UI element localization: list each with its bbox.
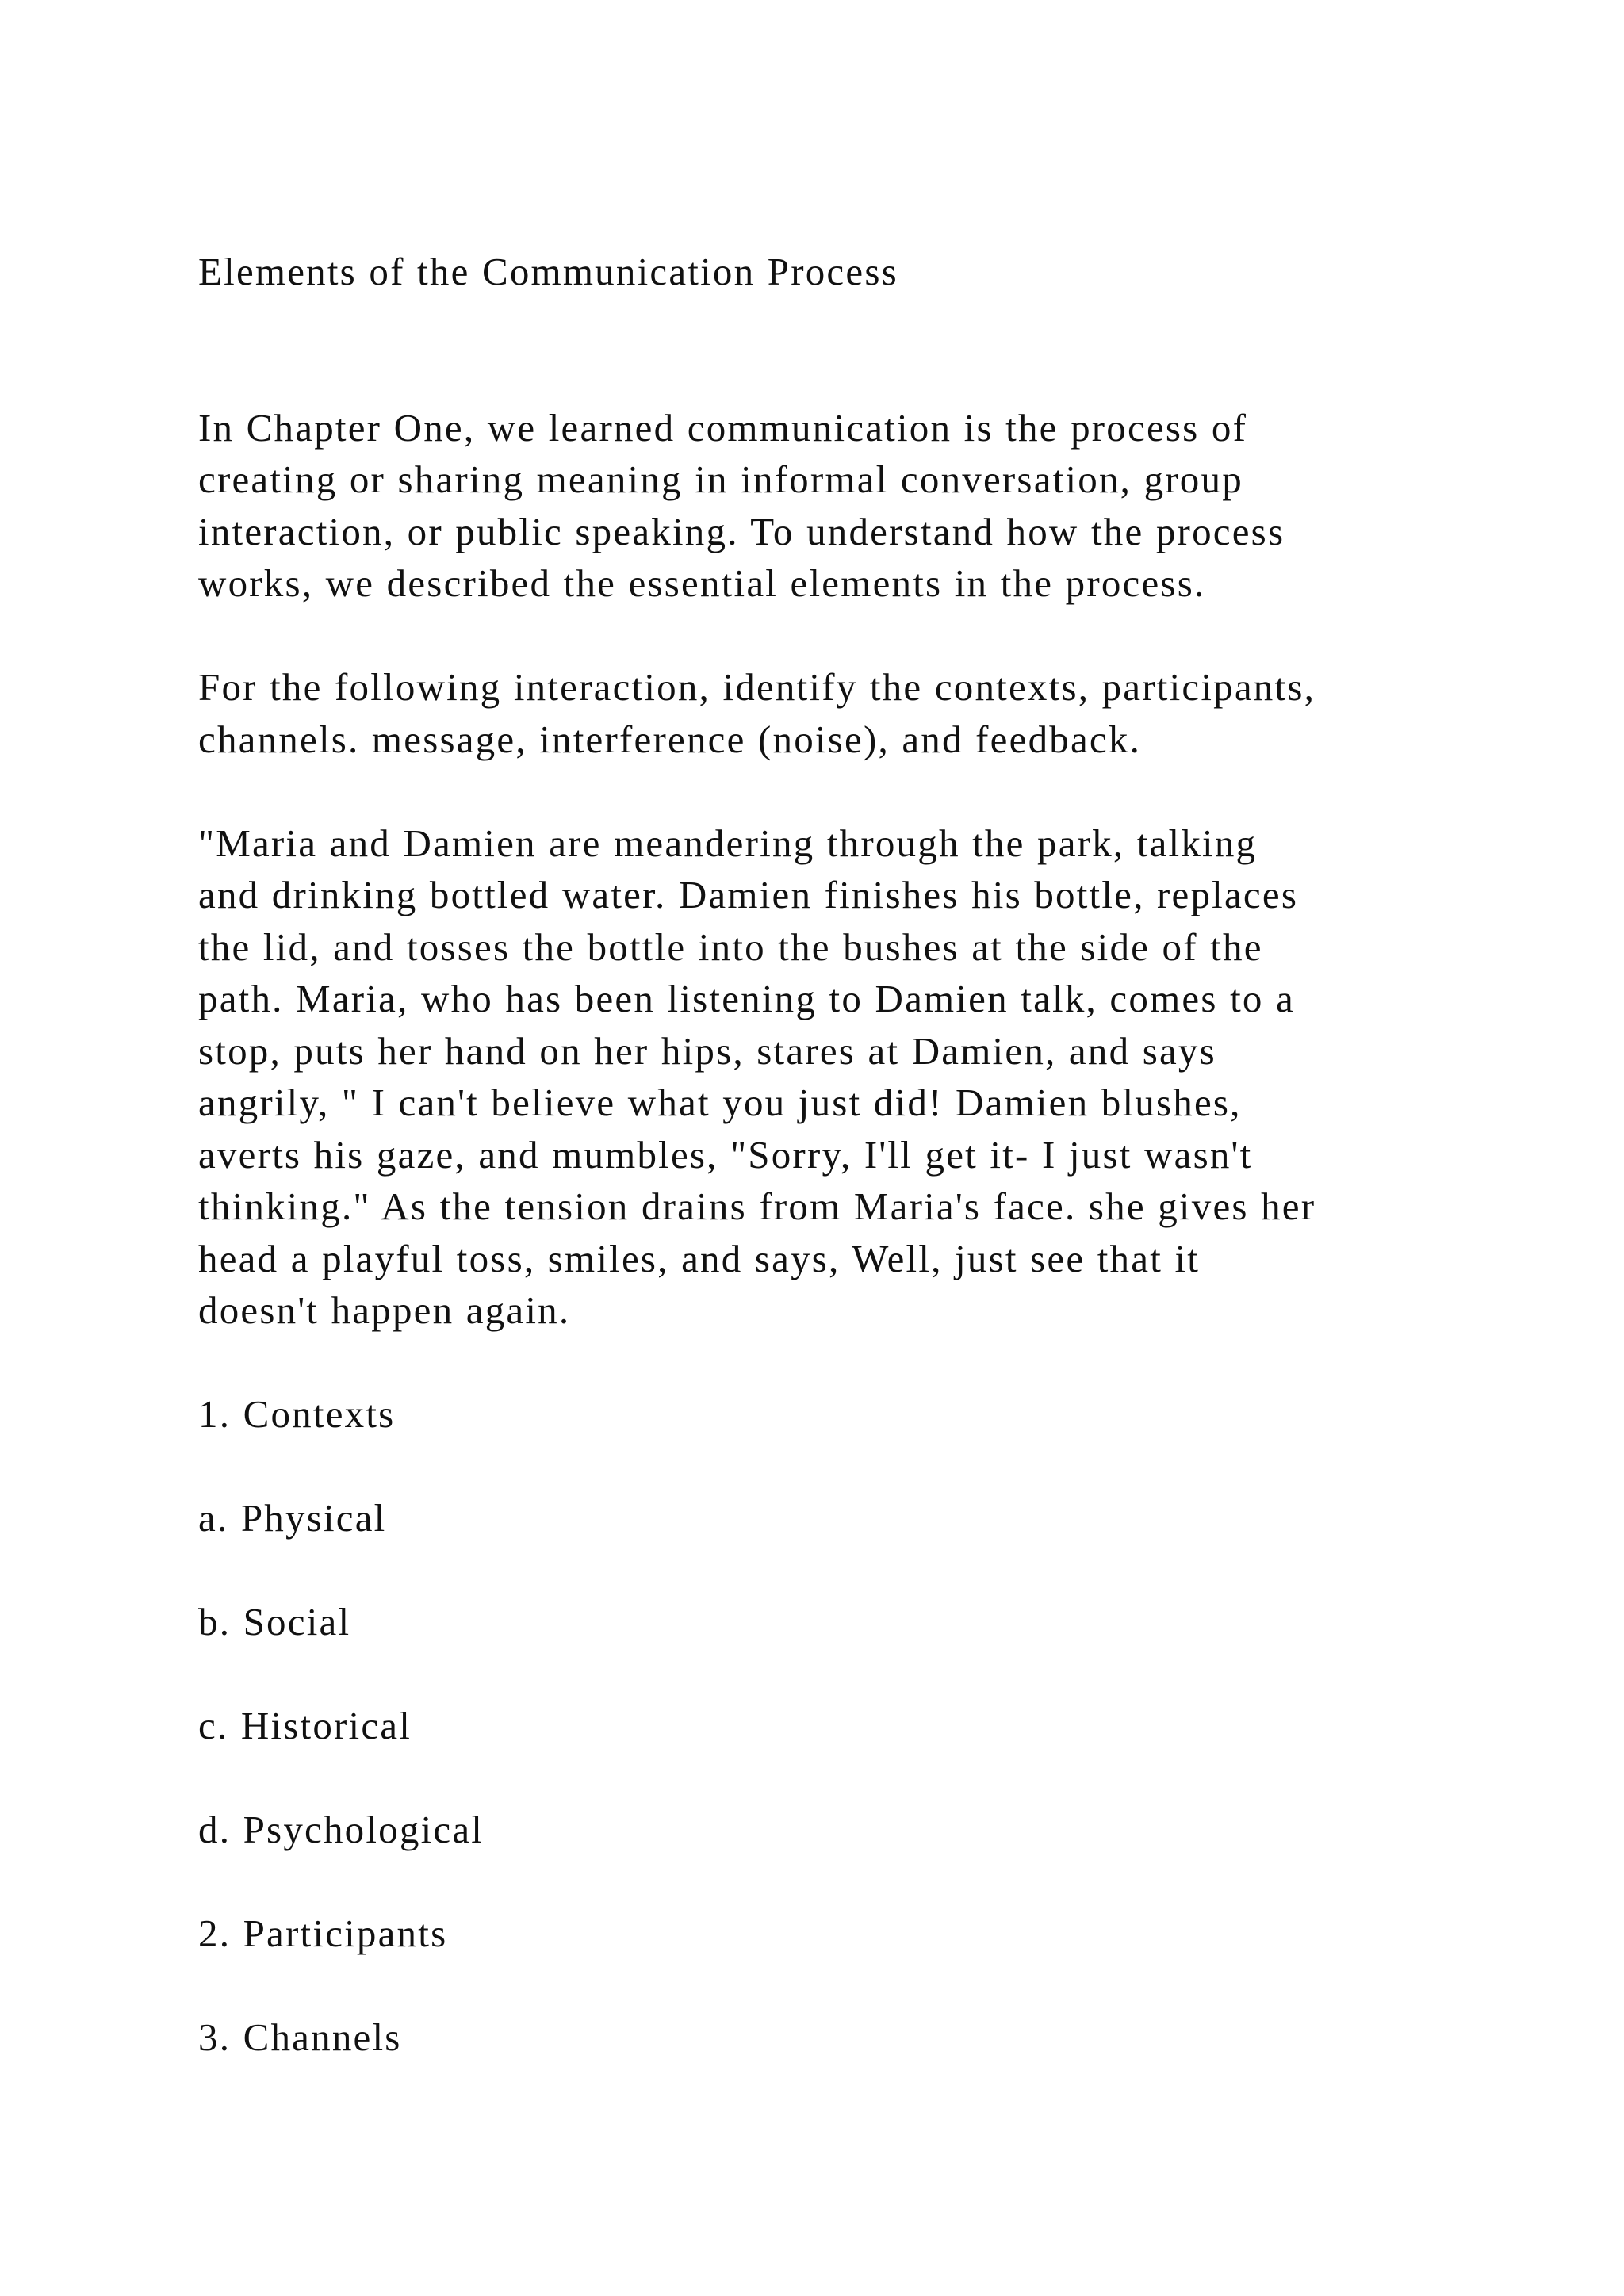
item-historical: c. Historical: [198, 1704, 412, 1747]
item-physical: a. Physical: [198, 1496, 387, 1540]
intro-paragraph: In Chapter One, we learned communication is the process of creating or sharing meaning in informal conversation, group interaction, or public speaking. To understand how the process works, we described the essential elements in the process.: [198, 405, 1285, 605]
item-participants: 2. Participants: [198, 1911, 448, 1955]
document-title: Elements of the Communication Process: [198, 250, 898, 293]
item-psychological: d. Psychological: [198, 1808, 485, 1851]
item-social: b. Social: [198, 1600, 351, 1644]
scenario-paragraph: "Maria and Damien are meandering through the park, talking and drinking bottled water. Damien finishes his bottle, replaces the lid, and tosses the bottle into the bushes at the side of the path. Maria, who has been listening to Damien talk, comes to a stop, puts her hand on her hips, stares at Damien, and says angrily, " I can't believe what you just did! Damien blushes, averts his gaze, and mumbles, "Sorry, I'll get it- I just wasn't thinking." As the tension drains from Maria's face. she gives her head a playful toss, smiles, and says, Well, just see that it doesn't happen again.: [198, 821, 1316, 1332]
instruction-paragraph: For the following interaction, identify the contexts, participants, channels. message, interference (noise), and feedback.: [198, 665, 1316, 761]
item-contexts: 1. Contexts: [198, 1392, 396, 1436]
item-channels: 3. Channels: [198, 2015, 402, 2059]
document-body: [198, 246, 1507, 2064]
